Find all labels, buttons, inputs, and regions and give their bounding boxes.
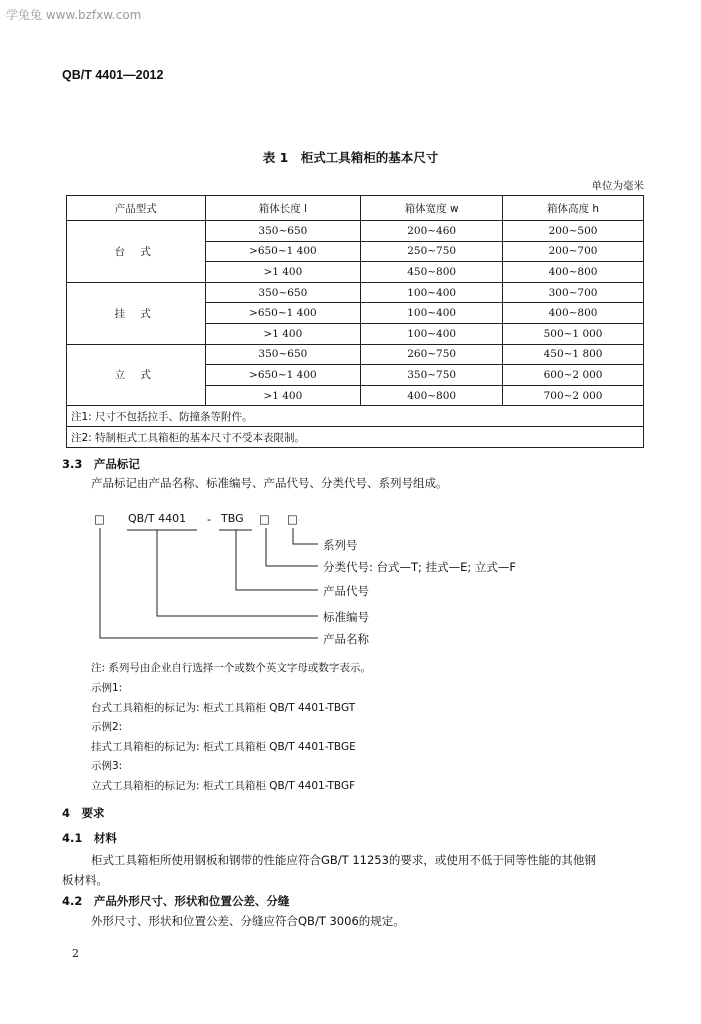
table-cell: 400~800 — [361, 385, 503, 406]
table-cell: 100~400 — [361, 282, 503, 303]
table-cell: 200~700 — [503, 241, 644, 262]
header-cell: 箱体长度 l — [205, 196, 361, 221]
table-cell: >1 400 — [205, 385, 361, 406]
section-4-2-text: 外形尺寸、形状和位置公差、分缝应符合QB/T 3006的规定。 — [91, 914, 405, 928]
table-cell: 400~800 — [503, 262, 644, 283]
table-cell: >650~1 400 — [205, 303, 361, 324]
table-cell: 260~750 — [361, 344, 503, 365]
table-cell: >1 400 — [205, 323, 361, 344]
leader-series — [293, 528, 318, 544]
header-cell: 箱体宽度 w — [361, 196, 503, 221]
table-cell: 200~500 — [503, 221, 644, 242]
example-3-text: 立式工具箱柜的标记为: 柜式工具箱柜 QB/T 4401-TBGF — [91, 780, 356, 792]
marking-dash: - — [207, 512, 212, 526]
marking-box-series: □ — [287, 512, 298, 526]
example-1-title: 示例1: — [91, 682, 123, 694]
table-cell: 450~1 800 — [503, 344, 644, 365]
marking-standard-number: QB/T 4401 — [128, 512, 187, 525]
example-2-text: 挂式工具箱柜的标记为: 柜式工具箱柜 QB/T 4401-TBGE — [91, 741, 356, 753]
table-cell: >650~1 400 — [205, 241, 361, 262]
group-cell: 挂 式 — [67, 282, 206, 344]
marking-note: 注: 系列号由企业自行选择一个或数个英文字母或数字表示。 — [91, 662, 371, 674]
section-3-3-intro: 产品标记由产品名称、标准编号、产品代号、分类代号、系列号组成。 — [91, 476, 448, 490]
table-cell: 400~800 — [503, 303, 644, 324]
section-heading-3-3: 3.3 产品标记 — [62, 457, 140, 471]
table-cell: 500~1 000 — [503, 323, 644, 344]
label-product-code: 产品代号 — [323, 584, 369, 598]
table-cell: >650~1 400 — [205, 365, 361, 386]
group-cell: 立 式 — [67, 344, 206, 406]
label-product-name: 产品名称 — [323, 632, 369, 646]
section-heading-4-2: 4.2 产品外形尺寸、形状和位置公差、分缝 — [62, 894, 290, 908]
section-heading-4: 4 要求 — [62, 806, 105, 820]
example-2-title: 示例2: — [91, 721, 123, 733]
table-unit: 单位为毫米 — [591, 180, 644, 192]
table-cell: 350~650 — [205, 282, 361, 303]
table-cell: >1 400 — [205, 262, 361, 283]
table-cell: 250~750 — [361, 241, 503, 262]
label-standard-number: 标准编号 — [323, 610, 369, 624]
watermark: 学兔兔 www.bzfxw.com — [6, 8, 142, 22]
section-4-1-line-1: 柜式工具箱柜所使用钢板和钢带的性能应符合GB/T 11253的要求，或使用不低于同等性能的其他钢 — [91, 853, 596, 867]
section-4-1-line-2: 板材料。 — [62, 873, 108, 887]
label-classification-code: 分类代号: 台式—T; 挂式—E; 立式—F — [323, 560, 516, 574]
table-cell: 350~650 — [205, 344, 361, 365]
table-cell: 450~800 — [361, 262, 503, 283]
group-cell: 台 式 — [67, 221, 206, 283]
table-cell: 350~750 — [361, 365, 503, 386]
leader-product-code — [236, 530, 318, 590]
label-series-number: 系列号 — [323, 538, 358, 552]
example-1-text: 台式工具箱柜的标记为: 柜式工具箱柜 QB/T 4401-TBGT — [91, 702, 356, 714]
header-cell: 产品型式 — [67, 196, 206, 221]
table-cell: 100~400 — [361, 323, 503, 344]
example-3-title: 示例3: — [91, 760, 123, 772]
table-note: 注1: 尺寸不包括拉手、防撞条等附件。 — [67, 406, 644, 427]
marking-product-code: TBG — [221, 512, 244, 525]
table-cell: 100~400 — [361, 303, 503, 324]
section-heading-4-1: 4.1 材料 — [62, 831, 117, 845]
table-cell: 200~460 — [361, 221, 503, 242]
leader-classification — [266, 528, 318, 566]
table-cell: 350~650 — [205, 221, 361, 242]
table-title: 表 1 柜式工具箱柜的基本尺寸 — [262, 150, 439, 165]
marking-box-product-name: □ — [94, 512, 105, 526]
table-cell: 300~700 — [503, 282, 644, 303]
leader-product-name — [100, 528, 318, 638]
marking-box-classification: □ — [259, 512, 270, 526]
standard-code-header: QB/T 4401—2012 — [62, 68, 164, 82]
table-cell: 700~2 000 — [503, 385, 644, 406]
header-cell: 箱体高度 h — [503, 196, 644, 221]
table-note: 注2: 特制柜式工具箱柜的基本尺寸不受本表限制。 — [67, 427, 644, 448]
leader-standard-number — [157, 530, 318, 616]
table-cell: 600~2 000 — [503, 365, 644, 386]
page-number: 2 — [72, 947, 79, 960]
